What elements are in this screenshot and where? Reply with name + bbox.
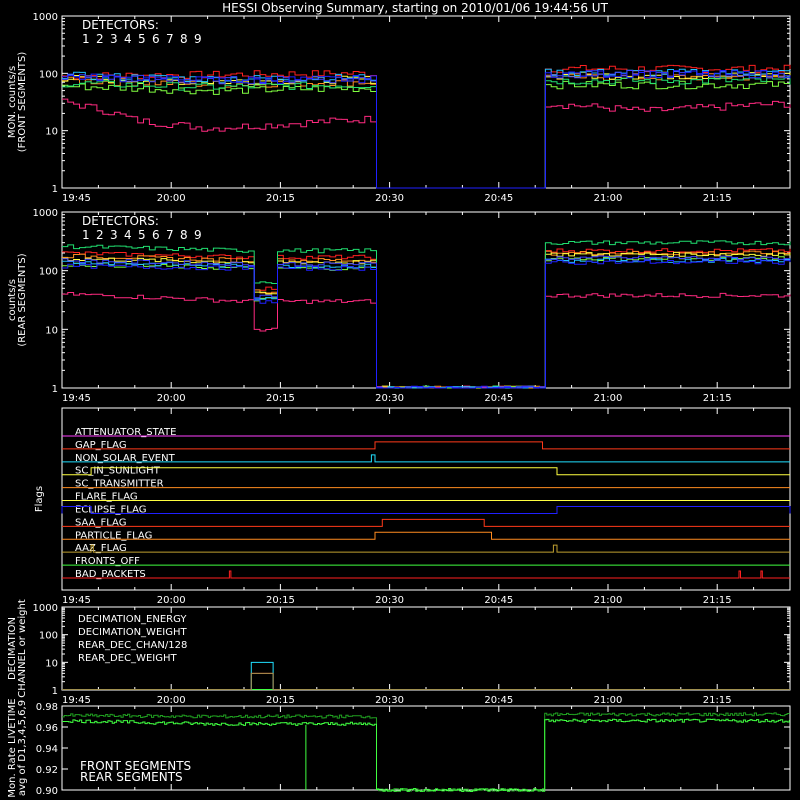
front-series-6 [62, 77, 790, 188]
rear-series-9 [62, 260, 790, 388]
flag-label-saa_flag: SAA_FLAG [75, 517, 127, 529]
flags-xtick-label: 20:45 [484, 595, 514, 606]
front-detector-number: 9 [194, 32, 202, 46]
rear-ylabel: counts/s [7, 278, 18, 322]
front-detector-number: 7 [166, 32, 174, 46]
decimation-ylabel: CHANNEL or weight [17, 599, 28, 698]
flag-label-bad_packets: BAD_PACKETS [75, 569, 146, 580]
rear-xtick-label: 20:45 [484, 393, 514, 404]
front-detector-number: 1 [82, 32, 90, 46]
decimation-xtick-label: 20:15 [265, 695, 295, 706]
front-ytick-label: 1000 [32, 12, 58, 23]
rear-xtick-label: 19:45 [62, 393, 91, 404]
rear-xtick-label: 20:00 [156, 393, 186, 404]
rear-detector-number: 6 [152, 228, 160, 242]
rear-series-8 [62, 256, 790, 388]
rear-ytick-label: 10 [45, 325, 58, 337]
front-xtick-label: 20:15 [265, 193, 295, 204]
decimation-xtick-label: 20:00 [156, 695, 186, 706]
livetime-ylabel: avg of D1,3,4,5,6,9 [17, 699, 28, 797]
flag-label-fronts_off: FRONTS_OFF [75, 556, 140, 568]
front-detector-number: 4 [124, 32, 132, 46]
livetime-ytick-label: 0.94 [35, 744, 58, 755]
decimation-ytick-label: 100 [38, 630, 58, 642]
rear-series-5 [62, 257, 790, 388]
front-detector-number: 2 [96, 32, 104, 46]
decimation-xtick-label: 19:45 [62, 695, 91, 706]
flags-xtick-label: 21:00 [593, 595, 623, 606]
front-series-8 [62, 71, 790, 189]
livetime-ytick-label: 0.92 [35, 765, 58, 776]
rear-xtick-label: 21:15 [702, 393, 732, 404]
flags-xtick-label: 20:15 [265, 595, 295, 606]
rear-ytick-label: 1000 [32, 208, 58, 219]
flag-label-attenuator_state: ATTENUATOR_STATE [75, 427, 177, 438]
flag-line-sc_in_sunlight [62, 465, 790, 477]
flag-label-eclipse_flag: ECLIPSE_FLAG [75, 504, 147, 516]
rear-xtick-label: 21:00 [593, 393, 623, 404]
livetime-ytick-label: 0.98 [35, 702, 58, 713]
decimation-ylabel: DECIMATION [7, 616, 18, 681]
front-ytick-label: 1 [51, 184, 58, 195]
decimation-xtick-label: 20:45 [484, 695, 514, 706]
flag-label-particle_flag: PARTICLE_FLAG [75, 530, 153, 542]
flags-xtick-label: 21:15 [702, 595, 732, 606]
decimation-legend-0: DECIMATION_ENERGY [78, 614, 187, 625]
flags-xtick-label: 20:30 [375, 595, 405, 606]
decimation-legend-1: DECIMATION_WEIGHT [78, 627, 187, 638]
front-ytick-label: 100 [38, 69, 58, 81]
front-xtick-label: 20:45 [484, 193, 514, 204]
rear-ytick-label: 1 [51, 384, 58, 395]
rear-detectors-label: DETECTORS: [82, 214, 159, 228]
flag-line-bad_packets [62, 571, 790, 578]
rear-detector-number: 5 [138, 228, 146, 242]
rear-series-6 [62, 241, 790, 388]
front-detectors-label: DETECTORS: [82, 18, 159, 32]
decimation-ytick-label: 1000 [32, 603, 58, 614]
livetime-ylabel: Mon. Rate LIVETIME [7, 698, 18, 798]
flags-xtick-label: 20:00 [156, 595, 186, 606]
flag-label-non_solar_event: NON_SOLAR_EVENT [75, 452, 175, 464]
flag-line-saa_flag [62, 517, 790, 529]
front-ylabel: MON. counts/s [7, 65, 18, 139]
front-series-4 [62, 72, 790, 188]
rear-series-4 [62, 252, 790, 388]
flag-label-flare_flag: FLARE_FLAG [75, 491, 138, 503]
front-ytick-label: 10 [45, 126, 58, 138]
front-detector-number: 6 [152, 32, 160, 46]
front-detector-number: 5 [138, 32, 146, 46]
figure-title: HESSI Observing Summary, starting on 2010/01/06 19:44:56 UT [222, 1, 608, 15]
rear-ylabel: (REAR SEGMENTS) [17, 253, 28, 347]
livetime-legend-1: REAR SEGMENTS [80, 770, 183, 784]
front-ylabel: (FRONT SEGMENTS) [17, 51, 28, 153]
flag-label-sc_in_sunlight: SC_IN_SUNLIGHT [75, 465, 160, 477]
decimation-xtick-label: 21:00 [593, 695, 623, 706]
decimation-legend-2: REAR_DEC_CHAN/128 [78, 640, 188, 651]
axes-layer [7, 12, 790, 798]
front-xtick-label: 19:45 [62, 193, 91, 204]
rear-detector-number: 4 [124, 228, 132, 242]
rear-series-1 [62, 249, 790, 388]
front-series-7 [62, 69, 790, 188]
front-series-9 [62, 71, 790, 189]
rear-detector-number: 8 [180, 228, 188, 242]
rear-detector-number: 2 [96, 228, 104, 242]
front-xtick-label: 20:30 [375, 193, 405, 204]
decimation-xtick-label: 20:30 [375, 695, 405, 706]
front-series-3 [62, 74, 790, 188]
rear-detector-number: 9 [194, 228, 202, 242]
flag-label-sc_transmitter: SC_TRANSMITTER [75, 478, 164, 490]
rear-detector-number: 7 [166, 228, 174, 242]
front-xtick-label: 21:15 [702, 193, 732, 204]
front-xtick-label: 21:00 [593, 193, 623, 204]
front-detector-number: 3 [110, 32, 118, 46]
flags-xtick-label: 19:45 [62, 595, 91, 606]
flag-line-eclipse_flag [62, 504, 790, 516]
rear-xtick-label: 20:30 [375, 393, 405, 404]
rear-series-7 [62, 258, 790, 388]
rear-series-3 [62, 251, 790, 388]
decimation-legend-3: REAR_DEC_WEIGHT [78, 653, 177, 664]
flag-line-aaz_flag [62, 543, 790, 555]
front-xtick-label: 20:00 [156, 193, 186, 204]
rear-detector-number: 1 [82, 228, 90, 242]
flags-ylabel: Flags [34, 485, 45, 513]
rear-ytick-label: 100 [38, 266, 58, 278]
decimation-xtick-label: 21:15 [702, 695, 732, 706]
rear-xtick-label: 20:15 [265, 393, 295, 404]
rear-series-2 [62, 293, 790, 389]
decimation-ytick-label: 1 [51, 686, 58, 697]
flag-line-gap_flag [62, 439, 790, 451]
front-series-2 [62, 99, 790, 188]
rear-detector-number: 3 [110, 228, 118, 242]
flag-line-particle_flag [62, 530, 790, 542]
flag-label-gap_flag: GAP_FLAG [75, 439, 127, 451]
livetime-ytick-label: 0.96 [35, 723, 58, 734]
front-series-5 [62, 81, 790, 188]
livetime-ytick-label: 0.90 [35, 786, 58, 797]
front-detector-number: 8 [180, 32, 188, 46]
decimation-ytick-label: 10 [45, 658, 58, 670]
flag-label-aaz_flag: AAZ_FLAG [75, 543, 127, 555]
livetime-legend-0: FRONT SEGMENTS [80, 759, 192, 773]
